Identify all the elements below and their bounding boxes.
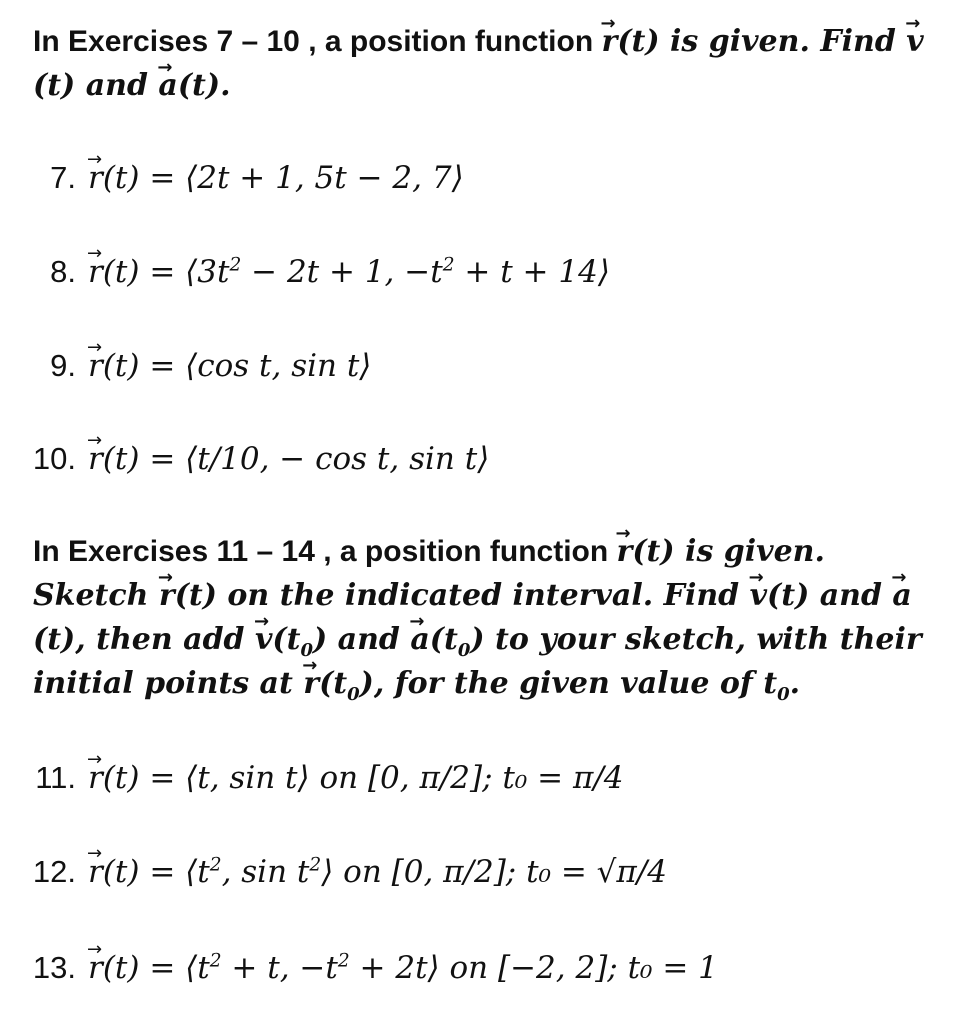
instruction-exercises-11-14: In Exercises 11 – 14 , a position function r →(t) is given. Sketch r →(t) on the indicated interval. Find v →(t) and a →(t), then add $v \to(t_0)$ and $a \to(t_0)$ to your sketch, with their initial points at $r \to(t_0)$, for the given value of $t_0$. — [33, 530, 933, 706]
exercise-number: 7. — [50, 160, 76, 195]
vector-r: r → — [88, 852, 103, 892]
instruction-text: In Exercises 7 – 10 , a position function — [33, 25, 602, 58]
vector-a: a → — [410, 618, 429, 662]
vector-r: r → — [303, 662, 319, 706]
vector-a: a → — [158, 64, 177, 108]
exercise-number: 8. — [50, 254, 76, 289]
vector-r: r → — [88, 252, 103, 292]
exercise-number: 11. — [35, 760, 76, 795]
vector-r: r → — [88, 346, 103, 386]
exercise-9 — [18, 346, 371, 386]
exercise-formula: (t) = ⟨t/10, − cos t, sin t⟩ — [102, 441, 490, 477]
vector-r: r → — [159, 574, 175, 618]
exercise-number: 10. — [32, 441, 76, 476]
vector-r: r → — [88, 158, 103, 198]
exercise-13: 13. $r \to(t) = ⟨t^2 + t$, $-t^2$ + 2t⟩ on [−2, 2]; t₀ = 1 — [18, 948, 718, 988]
vector-a: a → — [892, 574, 911, 618]
vector-v: v → — [255, 618, 272, 662]
exercise-number: 9. — [50, 348, 76, 383]
exercise-formula: (t) = ⟨cos t, sin t⟩ — [102, 348, 372, 384]
vector-r: r → — [88, 439, 103, 479]
exercise-number: 13. — [32, 950, 76, 985]
exercise-11 — [18, 758, 624, 798]
vector-r: r → — [617, 530, 633, 574]
vector-r: r → — [88, 758, 103, 798]
exercise-number: 12. — [32, 854, 76, 889]
instruction-exercises-7-10: In Exercises 7 – 10 , a position function r →(t) is given. Find v →(t) and a →(t). — [33, 20, 933, 108]
vector-v: v → — [750, 574, 767, 618]
exercise-7 — [18, 158, 464, 198]
exercise-formula: (t) = ⟨2t + 1, 5t − 2, 7⟩ — [102, 160, 464, 196]
exercise-12: 12. $r \to(t) = ⟨t^2$, $\sin t^2⟩$ on [0, π/2]; t₀ = √π/4 — [18, 852, 667, 892]
exercise-formula: (t) = ⟨t, sin t⟩ on [0, π/2]; t₀ = π/4 — [102, 760, 624, 796]
vector-v: v → — [906, 20, 923, 64]
vector-r: r → — [88, 948, 103, 988]
exercise-8: 8. $r \to(t) = ⟨3t^2 - 2t + 1$, $-t^2 + t$ + 14⟩ — [18, 252, 610, 292]
vector-r: r → — [602, 20, 618, 64]
exercise-10 — [18, 439, 489, 479]
